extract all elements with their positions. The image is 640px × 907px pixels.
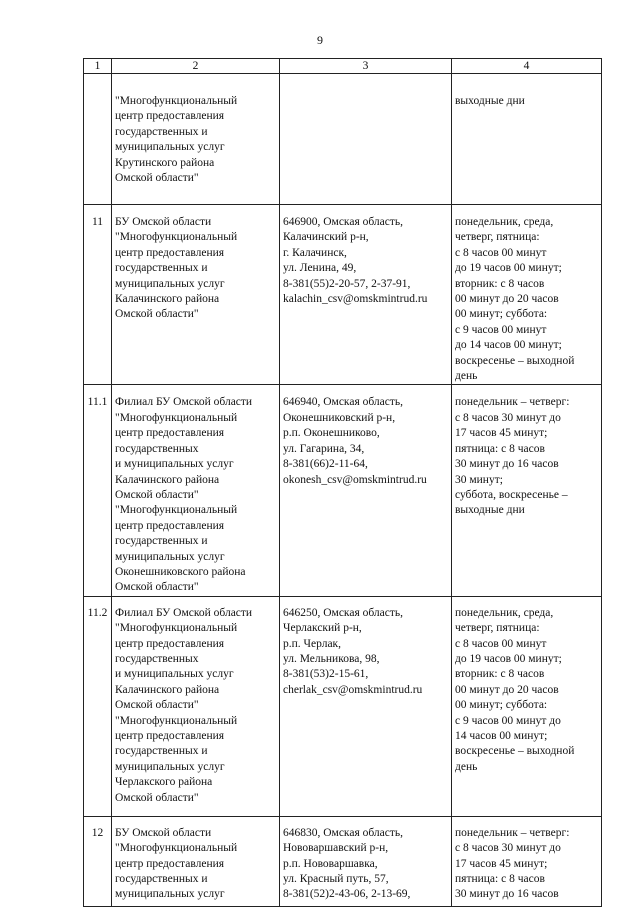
contact-address-line: Калачинский р-н, (283, 231, 369, 244)
contact-address-line: ул. Мельникова, 98, (283, 652, 380, 665)
working-hours-line: с 9 часов 00 минут (455, 323, 547, 336)
working-hours-line: 17 часов 45 минут; (455, 857, 548, 870)
organization-name-line: муниципальных услуг (115, 550, 225, 563)
working-hours-line: четверг, пятница: (455, 622, 540, 635)
organization-name-line: государственных и (115, 125, 208, 138)
working-hours-line: до 19 часов 00 минут; (455, 652, 562, 665)
working-hours-line: с 8 часов 30 минут до (455, 411, 561, 424)
column-header-number: 1 (84, 59, 112, 74)
organization-name-line: государственных (115, 442, 199, 455)
organization-name-line: государственных и (115, 535, 208, 548)
row-number: 11.2 (84, 596, 112, 816)
contact-address-line: р.п. Нововаршавка, (283, 857, 378, 870)
working-hours-cell (452, 74, 602, 205)
contact-address-line: cherlak_csv@omskmintrud.ru (283, 683, 423, 696)
organization-name-line: центр предоставления (115, 637, 225, 650)
organization-name-line: Калачинского района (115, 473, 220, 486)
table-row (84, 205, 602, 385)
organization-name-line: "Многофункциональный (115, 231, 238, 244)
working-hours-line: день (455, 760, 478, 773)
working-hours-line: понедельник – четверг: (455, 826, 570, 839)
organization-name-line: Черлакского района (115, 776, 213, 789)
organization-name-line: БУ Омской области (115, 826, 212, 839)
organization-name-line: центр предоставления (115, 857, 225, 870)
page-number: 9 (317, 33, 323, 47)
organization-name-line: центр предоставления (115, 427, 225, 440)
working-hours-line: до 19 часов 00 минут; (455, 262, 562, 275)
working-hours-line: четверг, пятница: (455, 231, 540, 244)
working-hours-cell (452, 596, 602, 816)
working-hours-cell (452, 385, 602, 596)
organization-name-cell (112, 385, 280, 596)
row-number: 11.1 (84, 385, 112, 596)
organization-name-line: государственных и (115, 872, 208, 885)
working-hours-line: воскресенье – выходной (455, 745, 575, 758)
working-hours-line: 00 минут до 20 часов (455, 293, 559, 306)
table-row (84, 596, 602, 816)
organization-name-line: и муниципальных услуг (115, 458, 234, 471)
row-number: 12 (84, 816, 112, 906)
organization-name-line: Омской области" (115, 581, 199, 594)
working-hours-line: вторник: с 8 часов (455, 668, 545, 681)
organization-name-line: государственных и (115, 745, 208, 758)
contact-address-line: 8-381(66)2-11-64, (283, 458, 368, 471)
working-hours-line: до 14 часов 00 минут; (455, 339, 562, 352)
organization-name-line: центр предоставления (115, 519, 225, 532)
organization-name-line: Калачинского района (115, 293, 220, 306)
contact-address-line: okonesh_csv@omskmintrud.ru (283, 473, 427, 486)
contact-address-cell (280, 816, 452, 906)
contact-address-cell (280, 205, 452, 385)
working-hours-line: вторник: с 8 часов (455, 277, 545, 290)
organization-name-line: "Многофункциональный (115, 504, 238, 517)
organization-name-line: Омской области" (115, 791, 199, 804)
organization-name-line: центр предоставления (115, 730, 225, 742)
organization-name-cell (112, 816, 280, 906)
organization-name-line: Оконешниковского района (115, 565, 246, 578)
working-hours-line: 30 минут; (455, 473, 503, 486)
working-hours-line: пятница: с 8 часов (455, 872, 545, 885)
row-number: 11 (84, 205, 112, 385)
organization-name-line: муниципальных услуг (115, 760, 225, 773)
organization-name-line: муниципальных услуг (115, 141, 225, 154)
contact-address-cell (280, 596, 452, 816)
contact-address-line: Нововаршавский р-н, (283, 842, 389, 855)
contact-address-line: р.п. Черлак, (283, 637, 342, 650)
organization-name-line: "Многофункциональный (115, 622, 238, 635)
working-hours-line: с 8 часов 30 минут до (455, 842, 561, 855)
working-hours-line: пятница: с 8 часов (455, 442, 545, 455)
contact-address-line: 8-381(55)2-20-57, 2-37-91, (283, 277, 411, 290)
organization-name-cell (112, 74, 280, 205)
working-hours-line: понедельник, среда, (455, 606, 554, 619)
working-hours-line: суббота, воскресенье – (455, 488, 568, 501)
organization-name-line: центр предоставления (115, 110, 225, 123)
organization-name-line: БУ Омской области (115, 216, 212, 228)
organization-name-line: государственных (115, 652, 199, 665)
working-hours-line: 30 минут до 16 часов (455, 888, 559, 901)
working-hours-line: 14 часов 00 минут; (455, 730, 548, 742)
table-row (84, 385, 602, 596)
working-hours-line: понедельник – четверг: (455, 396, 570, 409)
contact-address-line: 8-381(53)2-15-61, (283, 668, 369, 681)
service-centers-table (83, 58, 602, 907)
working-hours-cell (452, 205, 602, 385)
organization-name-cell (112, 596, 280, 816)
working-hours-line: 17 часов 45 минут; (455, 427, 548, 440)
contact-address-line: kalachin_csv@omskmintrud.ru (283, 293, 428, 306)
column-header-name: 2 (112, 59, 280, 74)
organization-name-line: Омской области" (115, 488, 199, 501)
organization-name-line: "Многофункциональный (115, 95, 238, 107)
organization-name-line: центр предоставления (115, 246, 225, 259)
working-hours-line: день (455, 370, 478, 383)
table-header-row (84, 59, 602, 74)
working-hours-line: с 8 часов 00 минут (455, 246, 547, 259)
column-header-address: 3 (280, 59, 452, 74)
working-hours-line: с 9 часов 00 минут до (455, 714, 561, 727)
organization-name-line: Калачинского района (115, 683, 220, 696)
column-header-hours: 4 (452, 59, 602, 74)
working-hours-line: воскресенье – выходной (455, 354, 575, 367)
working-hours-line: понедельник, среда, (455, 216, 554, 228)
working-hours-line: 30 минут до 16 часов (455, 458, 559, 471)
contact-address-line: 646250, Омская область, (283, 606, 404, 619)
contact-address-cell (280, 74, 452, 205)
contact-address-line: 8-381(52)2-43-06, 2-13-69, (283, 888, 411, 901)
organization-name-line: Омской области" (115, 172, 199, 185)
working-hours-line: 00 минут; суббота: (455, 699, 548, 712)
organization-name-line: муниципальных услуг (115, 277, 225, 290)
contact-address-line: Оконешниковский р-н, (283, 411, 396, 424)
contact-address-line: ул. Ленина, 49, (283, 262, 357, 275)
contact-address-line: ул. Гагарина, 34, (283, 442, 365, 455)
organization-name-line: Филиал БУ Омской области (115, 396, 253, 409)
contact-address-line: г. Калачинск, (283, 246, 347, 259)
contact-address-cell (280, 385, 452, 596)
organization-name-line: "Многофункциональный (115, 411, 238, 424)
organization-name-line: Омской области" (115, 699, 199, 712)
working-hours-line: 00 минут; суббота: (455, 308, 548, 321)
contact-address-line: 646940, Омская область, (283, 396, 404, 409)
organization-name-line: Крутинского района (115, 156, 215, 169)
organization-name-line: государственных и (115, 262, 208, 275)
row-number (84, 74, 112, 205)
contact-address-line: р.п. Оконешниково, (283, 427, 380, 440)
working-hours-line: выходные дни (455, 504, 525, 517)
organization-name-line: и муниципальных услуг (115, 668, 234, 681)
working-hours-line: 00 минут до 20 часов (455, 683, 559, 696)
contact-address-line: 646900, Омская область, (283, 216, 404, 228)
contact-address-line: 646830, Омская область, (283, 826, 404, 839)
organization-name-line: "Многофункциональный (115, 842, 238, 855)
working-hours-line: выходные дни (455, 95, 525, 107)
working-hours-line: с 8 часов 00 минут (455, 637, 547, 650)
table-row (84, 816, 602, 906)
organization-name-line: Филиал БУ Омской области (115, 606, 253, 619)
table-row (84, 74, 602, 205)
contact-address-line: ул. Красный путь, 57, (283, 872, 389, 885)
organization-name-line: Омской области" (115, 308, 199, 321)
organization-name-line: "Многофункциональный (115, 714, 238, 727)
contact-address-line: Черлакский р-н, (283, 622, 362, 635)
organization-name-cell (112, 205, 280, 385)
working-hours-cell (452, 816, 602, 906)
organization-name-line: муниципальных услуг (115, 888, 225, 901)
